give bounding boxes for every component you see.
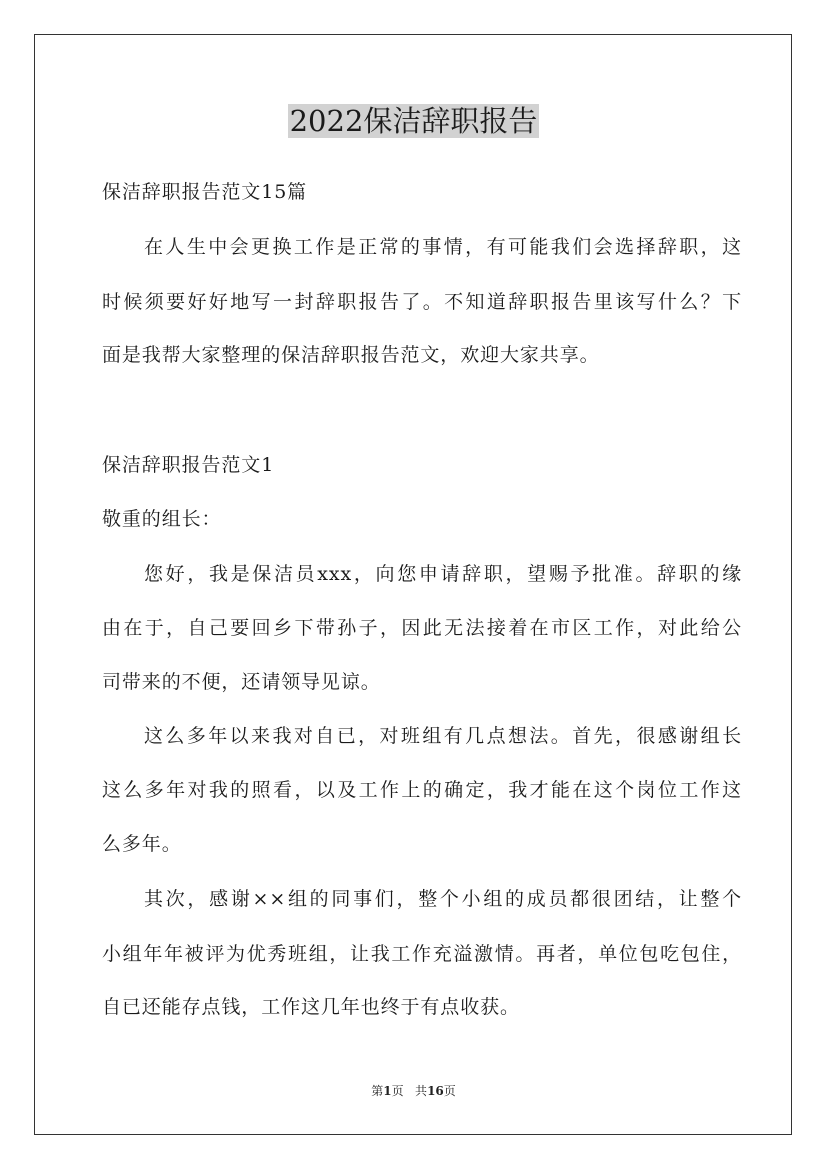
page-prefix: 第 <box>371 1084 384 1098</box>
total-prefix: 共 <box>415 1084 428 1098</box>
subtitle: 保洁辞职报告范文15篇 <box>102 181 308 203</box>
total-pages: 16 <box>427 1084 444 1098</box>
para2-line-1: 这么多年以来我对自已，对班组有几点想法。首先，很感谢组长 <box>144 725 742 747</box>
intro-line-2: 时候须要好好地写一封辞职报告了。不知道辞职报告里该写什么？下 <box>102 291 742 313</box>
section-title: 保洁辞职报告范文1 <box>102 454 275 476</box>
para1-line-3: 司带来的不便，还请领导见谅。 <box>102 671 381 693</box>
intro-line-1: 在人生中会更换工作是正常的事情，有可能我们会选择辞职，这 <box>144 236 742 258</box>
intro-line-3: 面是我帮大家整理的保洁辞职报告范文，欢迎大家共享。 <box>102 344 600 366</box>
para1-line-1: 您好，我是保洁员xxx，向您申请辞职，望赐予批准。辞职的缘 <box>144 563 742 585</box>
para2-line-3: 么多年。 <box>102 833 182 855</box>
para1-line-2: 由在于，自己要回乡下带孙子，因此无法接着在市区工作，对此给公 <box>102 617 742 639</box>
page-footer <box>0 1083 827 1099</box>
page-number: 1 <box>383 1084 392 1098</box>
para3-line-2: 小组年年被评为优秀班组，让我工作充溢激情。再者，单位包吃包住， <box>102 943 742 965</box>
document-title <box>0 100 827 142</box>
total-suffix: 页 <box>443 1084 456 1098</box>
page-suffix: 页 <box>391 1084 404 1098</box>
para3-line-1: 其次，感谢××组的同事们，整个小组的成员都很团结，让整个 <box>144 888 742 910</box>
para3-line-3: 自已还能存点钱，工作这几年也终于有点收获。 <box>102 996 520 1018</box>
salutation: 敬重的组长： <box>102 508 222 530</box>
document-title-text: 2022保洁辞职报告 <box>289 104 538 138</box>
para2-line-2: 这么多年对我的照看，以及工作上的确定，我才能在这个岗位工作这 <box>102 779 742 801</box>
